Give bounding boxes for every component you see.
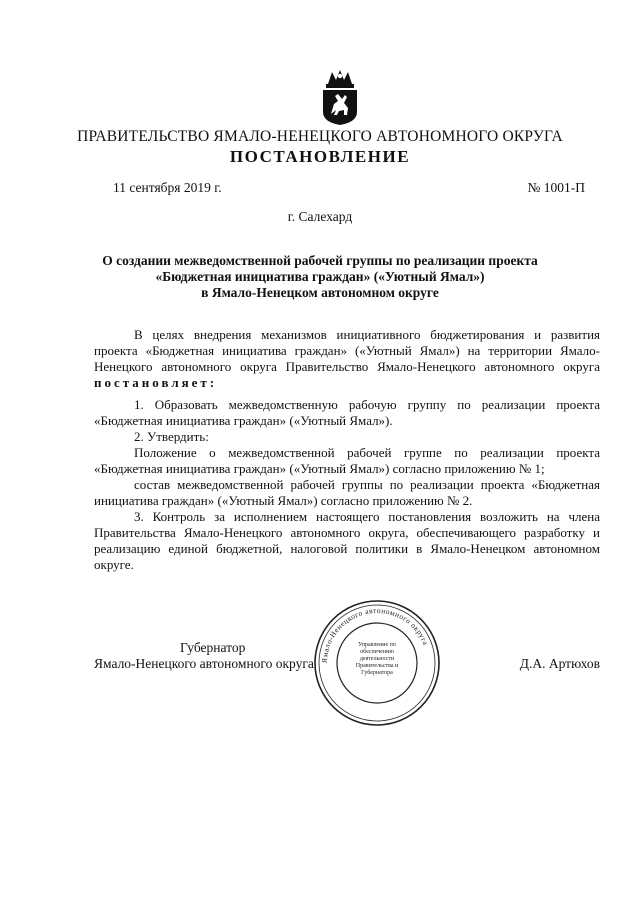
document-number: № 1001-П — [527, 180, 585, 195]
signature-position: Губернатор — [180, 640, 246, 655]
decree-item-2: 2. Утвердить: — [134, 429, 209, 444]
seal-inner-text: Управление по обеспечению деятельности Правительства и Губернатора — [355, 642, 399, 676]
preamble-text: В целях внедрения механизмов инициативного бюджетирования и развития проекта «Бюджетная инициатива граждан» («Уютный Ямал») на территории Ямало-Ненецкого автономного округа Правительство Ямало-Ненецкого автономного округа — [94, 327, 600, 374]
decree-item-1: 1. Образовать межведомственную рабочую группу по реализации проекта «Бюджетная инициатива граждан» («Уютный Ямал»). — [94, 397, 600, 428]
preamble-paragraph — [94, 327, 600, 391]
official-seal-icon — [312, 598, 442, 728]
document-city: г. Салехард — [287, 209, 353, 224]
decree-item-3: 3. Контроль за исполнением настоящего постановления возложить на члена Правительства Ямало-Ненецкого автономного округа, обеспечивающего разработку и реализацию единой бюджетной, налоговой политики в Ямало-Ненецком автономном округе. — [94, 509, 600, 572]
government-name: ПРАВИТЕЛЬСТВО ЯМАЛО-НЕНЕЦКОГО АВТОНОМНОГО ОКРУГА — [77, 128, 563, 145]
seal-ring-text: Ямало-Ненецкого автономного округа — [319, 605, 431, 664]
resolves-word: постановляет: — [94, 375, 218, 390]
signature-region: Ямало-Ненецкого автономного округа — [94, 656, 314, 671]
decree-item-2a: Положение о межведомственной рабочей группе по реализации проекта «Бюджетная инициатива граждан» («Уютный Ямал») согласно приложению № 1; — [94, 445, 600, 476]
document-date: 11 сентября 2019 г. — [113, 180, 222, 195]
document-type: ПОСТАНОВЛЕНИЕ — [229, 147, 411, 166]
title-line: О создании межведомственной рабочей группы по реализации проекта — [102, 253, 538, 268]
title-line: «Бюджетная инициатива граждан» («Уютный Ямал») — [155, 269, 485, 284]
decree-item-2b: состав межведомственной рабочей группы по реализации проекта «Бюджетная инициатива граждан» («Уютный Ямал») согласно приложению № 2. — [94, 477, 600, 508]
signature-name: Д.А. Артюхов — [519, 656, 600, 671]
coat-of-arms-icon — [318, 68, 362, 126]
document-title — [0, 253, 640, 301]
decree-items — [94, 397, 600, 573]
title-line: в Ямало-Ненецком автономном округе — [201, 285, 439, 300]
